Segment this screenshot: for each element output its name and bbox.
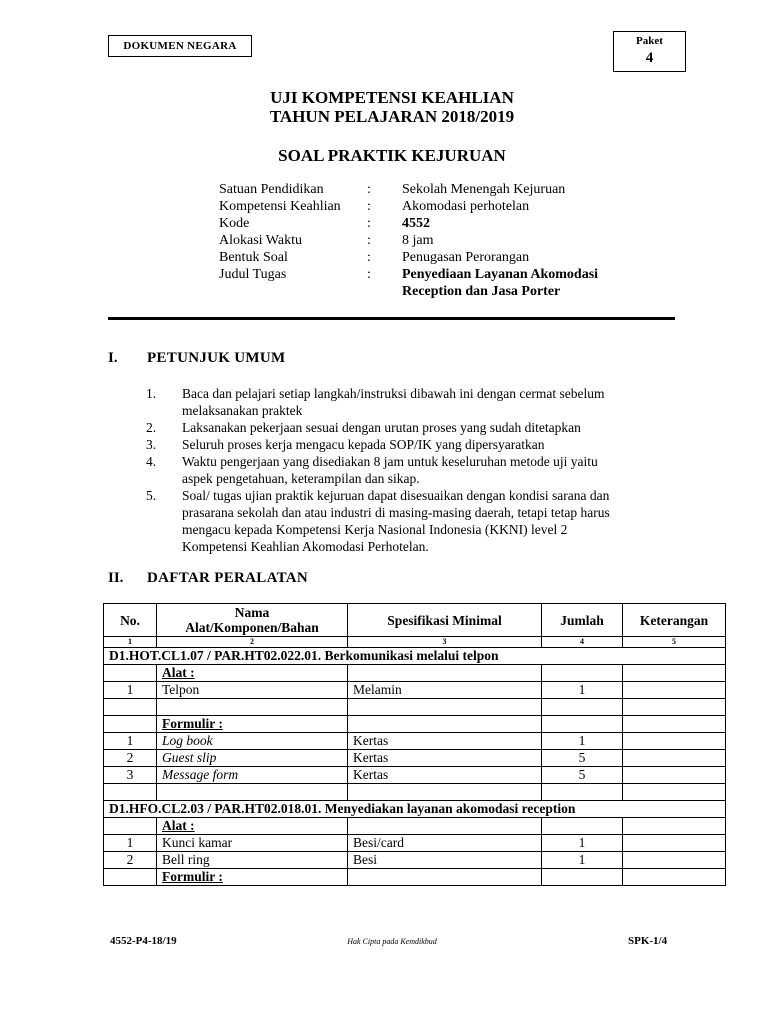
table-row	[104, 716, 726, 733]
info-label: Kompetensi Keahlian	[219, 199, 341, 214]
table-section-row	[104, 801, 726, 818]
info-colon: :	[367, 250, 371, 265]
instruction-line: prasarana sekolah dan atau industri di masing-masing daerah, tetapi tetap harus	[182, 505, 610, 520]
table-row-empty	[104, 784, 726, 801]
section-2-number: II.	[108, 570, 124, 586]
cell-no: 1	[104, 682, 157, 699]
cell-spek: Besi/card	[348, 835, 542, 852]
paket-label: Paket	[636, 35, 663, 47]
instruction-number: 1.	[146, 386, 157, 401]
info-colon: :	[367, 216, 371, 231]
instruction-number: 4.	[146, 454, 157, 469]
cell-nama: Guest slip	[157, 750, 348, 767]
cell-ket	[623, 852, 726, 869]
cell-no: 3	[104, 767, 157, 784]
cell-no: 2	[104, 852, 157, 869]
instruction-line: Soal/ tugas ujian praktik kejuruan dapat disesuaikan dengan kondisi sarana dan	[182, 488, 610, 503]
instruction-line: melaksanakan praktek	[182, 403, 303, 418]
cell-jumlah: 1	[542, 733, 623, 750]
cell-ket	[623, 835, 726, 852]
header-jumlah: Jumlah	[542, 604, 623, 637]
info-value-task-title-cont: Reception dan Jasa Porter	[402, 284, 561, 299]
cell-jumlah: 5	[542, 767, 623, 784]
footer-copyright: Hak Cipta pada Kemdikbud	[347, 937, 437, 946]
column-number: 1	[104, 637, 157, 648]
title-line-3: SOAL PRAKTIK KEJURUAN	[278, 146, 506, 165]
cell-ket	[623, 750, 726, 767]
info-value: Sekolah Menengah Kejuruan	[402, 182, 566, 197]
cell-spek: Kertas	[348, 767, 542, 784]
instruction-line: aspek pengetahuan, keterampilan dan sikap.	[182, 471, 420, 486]
header-nama-line1: Nama	[234, 605, 270, 620]
footer-page-number: SPK-1/4	[628, 935, 668, 947]
instruction-line: Laksanakan pekerjaan sesuai dengan urutan proses yang sudah ditetapkan	[182, 420, 581, 435]
instruction-item	[182, 436, 682, 453]
info-value: Akomodasi perhotelan	[402, 199, 530, 214]
header-nama	[157, 604, 348, 637]
info-value: Penugasan Perorangan	[402, 250, 530, 265]
column-number: 4	[542, 637, 623, 648]
cell-jumlah: 1	[542, 852, 623, 869]
cell-ket	[623, 767, 726, 784]
header-no: No.	[104, 604, 157, 637]
table-row	[104, 852, 726, 869]
column-number: 2	[157, 637, 348, 648]
instruction-line: Waktu pengerjaan yang disediakan 8 jam untuk keseluruhan metode uji yaitu	[182, 454, 598, 469]
cell-spek: Besi	[348, 852, 542, 869]
info-colon: :	[367, 233, 371, 248]
info-colon: :	[367, 267, 371, 282]
cell-no: 2	[104, 750, 157, 767]
info-label: Kode	[219, 216, 250, 231]
instruction-item	[182, 487, 682, 555]
table-row-empty	[104, 699, 726, 716]
equipment-table	[103, 603, 726, 886]
document-classification-badge: DOKUMEN NEGARA	[108, 35, 252, 57]
info-label: Bentuk Soal	[219, 250, 288, 265]
header-spesifikasi: Spesifikasi Minimal	[348, 604, 542, 637]
title-line-2: TAHUN PELAJARAN 2018/2019	[269, 107, 515, 126]
instruction-number: 3.	[146, 437, 157, 452]
horizontal-rule	[108, 317, 675, 320]
instruction-number: 5.	[146, 488, 157, 503]
cell-jumlah: 1	[542, 682, 623, 699]
cell-no: 1	[104, 835, 157, 852]
instruction-item	[182, 385, 682, 419]
cell-jumlah: 5	[542, 750, 623, 767]
footer-document-code: 4552-P4-18/19	[110, 935, 177, 947]
instruction-number: 2.	[146, 420, 157, 435]
info-value: 8 jam	[402, 233, 434, 248]
info-value-code: 4552	[402, 216, 430, 231]
section-2-title: DAFTAR PERALATAN	[147, 570, 309, 586]
unit-competency-b: D1.HFO.CL2.03 / PAR.HT02.018.01. Menyediakan layanan akomodasi reception	[104, 801, 726, 818]
header-nama-line2: Alat/Komponen/Bahan	[185, 620, 319, 635]
paket-number: 4	[645, 50, 654, 66]
instruction-line: Kompetensi Keahlian Akomodasi Perhotelan.	[182, 539, 429, 554]
header-keterangan: Keterangan	[623, 604, 726, 637]
column-number: 3	[348, 637, 542, 648]
column-number: 5	[623, 637, 726, 648]
table-row	[104, 733, 726, 750]
info-value-task-title: Penyediaan Layanan Akomodasi	[402, 267, 599, 282]
info-label: Satuan Pendidikan	[219, 182, 324, 197]
table-section-row	[104, 648, 726, 665]
alat-subheading: Alat :	[157, 818, 348, 835]
cell-nama: Kunci kamar	[157, 835, 348, 852]
alat-subheading: Alat :	[157, 665, 348, 682]
title-line-1: UJI KOMPETENSI KEAHLIAN	[270, 88, 514, 107]
cell-nama: Log book	[157, 733, 348, 750]
table-row	[104, 767, 726, 784]
section-1-title: PETUNJUK UMUM	[147, 350, 286, 366]
instruction-item	[182, 453, 682, 487]
table-row	[104, 869, 726, 886]
table-row	[104, 665, 726, 682]
cell-nama: Telpon	[157, 682, 348, 699]
formulir-subheading: Formulir :	[157, 869, 348, 886]
cell-spek: Kertas	[348, 750, 542, 767]
instruction-line: Seluruh proses kerja mengacu kepada SOP/IK yang dipersyaratkan	[182, 437, 545, 452]
table-header-row	[104, 604, 726, 637]
table-row	[104, 818, 726, 835]
cell-ket	[623, 682, 726, 699]
table-row	[104, 682, 726, 699]
instruction-item	[182, 419, 682, 436]
cell-nama: Bell ring	[157, 852, 348, 869]
cell-spek: Melamin	[348, 682, 542, 699]
info-colon: :	[367, 199, 371, 214]
formulir-subheading: Formulir :	[157, 716, 348, 733]
cell-no: 1	[104, 733, 157, 750]
instruction-line: mengacu kepada Kompetensi Kerja Nasional Indonesia (KKNI) level 2	[182, 522, 568, 537]
cell-nama: Message form	[157, 767, 348, 784]
column-number-row	[104, 637, 726, 648]
paket-box	[613, 31, 686, 72]
cell-spek: Kertas	[348, 733, 542, 750]
cell-jumlah: 1	[542, 835, 623, 852]
info-label: Judul Tugas	[219, 267, 287, 282]
info-colon: :	[367, 182, 371, 197]
info-label: Alokasi Waktu	[219, 233, 302, 248]
table-row	[104, 835, 726, 852]
cell-ket	[623, 733, 726, 750]
unit-competency-a: D1.HOT.CL1.07 / PAR.HT02.022.01. Berkomunikasi melalui telpon	[104, 648, 726, 665]
section-1-number: I.	[108, 350, 118, 366]
instruction-line: Baca dan pelajari setiap langkah/instruksi dibawah ini dengan cermat sebelum	[182, 386, 605, 401]
table-row	[104, 750, 726, 767]
